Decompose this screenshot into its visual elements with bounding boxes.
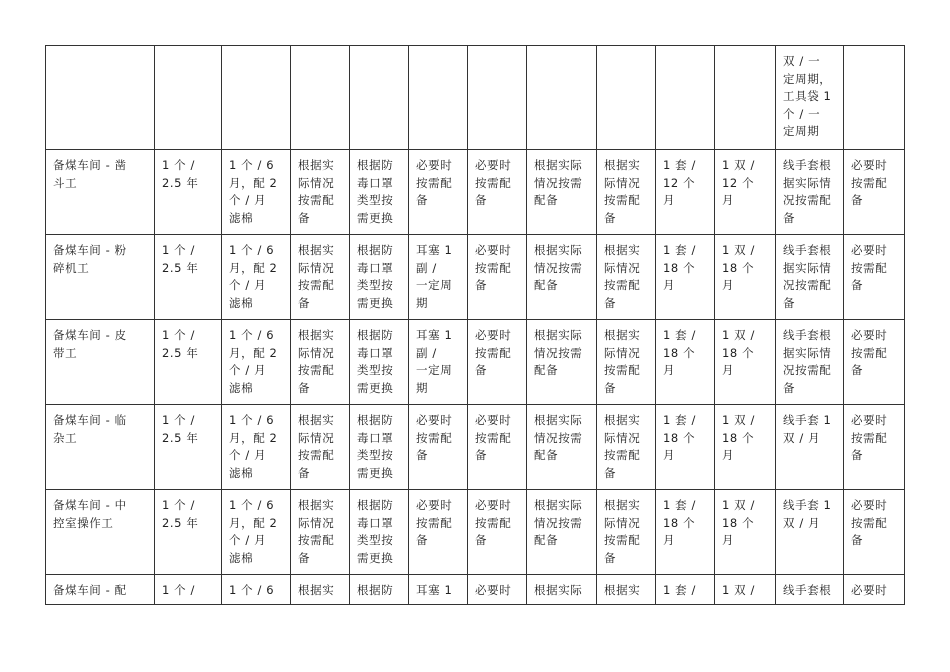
table-cell: 根据实际 情况按需 配备 (527, 150, 597, 235)
table-cell (715, 46, 776, 150)
table-cell: 根据实 际情况 按需配 备 (597, 235, 656, 320)
table-row (46, 46, 905, 150)
table-cell: 线手套根 据实际情 况按需配 备 (776, 235, 844, 320)
table-row (46, 575, 905, 605)
table-cell: 1 双 / 12 个 月 (715, 150, 776, 235)
table-cell: 1 个 / (155, 575, 222, 605)
table-cell: 必要时 按需配 备 (844, 490, 905, 575)
table-cell: 备煤车间 - 凿 斗工 (46, 150, 155, 235)
table-cell: 1 套 / 18 个 月 (656, 235, 715, 320)
table-cell: 1 个 / 6 月，配 2 个 / 月 滤棉 (222, 490, 291, 575)
table-cell: 根据实 (597, 575, 656, 605)
table-cell: 根据实 际情况 按需配 备 (291, 490, 350, 575)
table-cell: 必要时 按需配 备 (844, 150, 905, 235)
table-cell: 1 套 / 12 个 月 (656, 150, 715, 235)
table-cell: 1 套 / 18 个 月 (656, 320, 715, 405)
table-cell: 根据实 际情况 按需配 备 (291, 150, 350, 235)
table-cell: 根据防 毒口罩 类型按 需更换 (350, 405, 409, 490)
table-cell: 必要时 (844, 575, 905, 605)
table-cell: 根据实际 情况按需 配备 (527, 405, 597, 490)
table-cell: 1 套 / 18 个 月 (656, 405, 715, 490)
table-cell: 必要时 按需配 备 (468, 150, 527, 235)
table-cell: 双 / 一 定周期， 工具袋 1 个 / 一 定周期 (776, 46, 844, 150)
table-cell: 耳塞 1 (409, 575, 468, 605)
table-cell: 必要时 按需配 备 (409, 405, 468, 490)
table-cell: 备煤车间 - 皮 带工 (46, 320, 155, 405)
table-cell: 备煤车间 - 粉 碎机工 (46, 235, 155, 320)
table-cell: 根据实 际情况 按需配 备 (291, 235, 350, 320)
table-cell (155, 46, 222, 150)
table-cell: 1 个 / 6 月，配 2 个 / 月 滤棉 (222, 235, 291, 320)
table-cell (409, 46, 468, 150)
table-cell: 备煤车间 - 中 控室操作工 (46, 490, 155, 575)
table-cell (527, 46, 597, 150)
table-cell: 必要时 按需配 备 (468, 490, 527, 575)
table-cell: 1 套 / 18 个 月 (656, 490, 715, 575)
table-cell: 1 个 / 2.5 年 (155, 235, 222, 320)
table-cell: 根据实 (291, 575, 350, 605)
table-cell (597, 46, 656, 150)
table-cell: 根据防 (350, 575, 409, 605)
table-cell (46, 46, 155, 150)
table-cell: 线手套根 据实际情 况按需配 备 (776, 320, 844, 405)
ppe-allocation-table (45, 45, 905, 605)
table-cell (222, 46, 291, 150)
table-cell: 根据实际 情况按需 配备 (527, 235, 597, 320)
table-row (46, 235, 905, 320)
table-cell: 必要时 按需配 备 (409, 150, 468, 235)
table-cell (350, 46, 409, 150)
table-cell: 必要时 按需配 备 (844, 405, 905, 490)
table-cell: 线手套根 (776, 575, 844, 605)
table-row (46, 405, 905, 490)
table-cell: 线手套 1 双 / 月 (776, 490, 844, 575)
table-cell: 根据实际 (527, 575, 597, 605)
table-cell: 根据实际 情况按需 配备 (527, 320, 597, 405)
table-cell: 必要时 按需配 备 (468, 320, 527, 405)
table-cell: 1 套 / (656, 575, 715, 605)
table-cell: 必要时 按需配 备 (844, 235, 905, 320)
table-cell (656, 46, 715, 150)
table-cell (468, 46, 527, 150)
table-cell: 1 个 / 6 月，配 2 个 / 月 滤棉 (222, 320, 291, 405)
table-cell: 必要时 (468, 575, 527, 605)
table-cell: 线手套 1 双 / 月 (776, 405, 844, 490)
table-cell: 根据实 际情况 按需配 备 (291, 405, 350, 490)
table-cell: 根据实 际情况 按需配 备 (597, 490, 656, 575)
table-body (46, 46, 905, 605)
table-row (46, 320, 905, 405)
table-cell: 1 双 / 18 个 月 (715, 320, 776, 405)
table-cell: 1 双 / (715, 575, 776, 605)
table-cell: 耳塞 1 副 / 一定周 期 (409, 235, 468, 320)
table-cell: 1 个 / 6 月，配 2 个 / 月 滤棉 (222, 405, 291, 490)
table-cell: 根据防 毒口罩 类型按 需更换 (350, 320, 409, 405)
table-cell: 备煤车间 - 配 (46, 575, 155, 605)
table-row (46, 150, 905, 235)
table-cell: 根据防 毒口罩 类型按 需更换 (350, 150, 409, 235)
table-cell: 1 个 / 2.5 年 (155, 150, 222, 235)
table-cell: 1 个 / 6 (222, 575, 291, 605)
table-cell: 必要时 按需配 备 (844, 320, 905, 405)
table-cell: 备煤车间 - 临 杂工 (46, 405, 155, 490)
table-cell: 1 个 / 2.5 年 (155, 490, 222, 575)
table-cell: 必要时 按需配 备 (468, 235, 527, 320)
table-cell: 根据实 际情况 按需配 备 (291, 320, 350, 405)
table-cell: 必要时 按需配 备 (468, 405, 527, 490)
table-cell: 必要时 按需配 备 (409, 490, 468, 575)
table-cell: 1 个 / 2.5 年 (155, 405, 222, 490)
table-cell: 1 双 / 18 个 月 (715, 235, 776, 320)
table-cell: 根据防 毒口罩 类型按 需更换 (350, 490, 409, 575)
table-row (46, 490, 905, 575)
table-cell (844, 46, 905, 150)
table-cell: 根据实 际情况 按需配 备 (597, 405, 656, 490)
table-cell: 根据防 毒口罩 类型按 需更换 (350, 235, 409, 320)
table-cell: 线手套根 据实际情 况按需配 备 (776, 150, 844, 235)
table-cell: 1 双 / 18 个 月 (715, 405, 776, 490)
table-cell: 1 个 / 6 月，配 2 个 / 月 滤棉 (222, 150, 291, 235)
table-cell: 根据实 际情况 按需配 备 (597, 150, 656, 235)
table-cell: 1 个 / 2.5 年 (155, 320, 222, 405)
table-cell: 根据实 际情况 按需配 备 (597, 320, 656, 405)
table-cell: 根据实际 情况按需 配备 (527, 490, 597, 575)
table-cell: 耳塞 1 副 / 一定周 期 (409, 320, 468, 405)
table-cell (291, 46, 350, 150)
table-cell: 1 双 / 18 个 月 (715, 490, 776, 575)
